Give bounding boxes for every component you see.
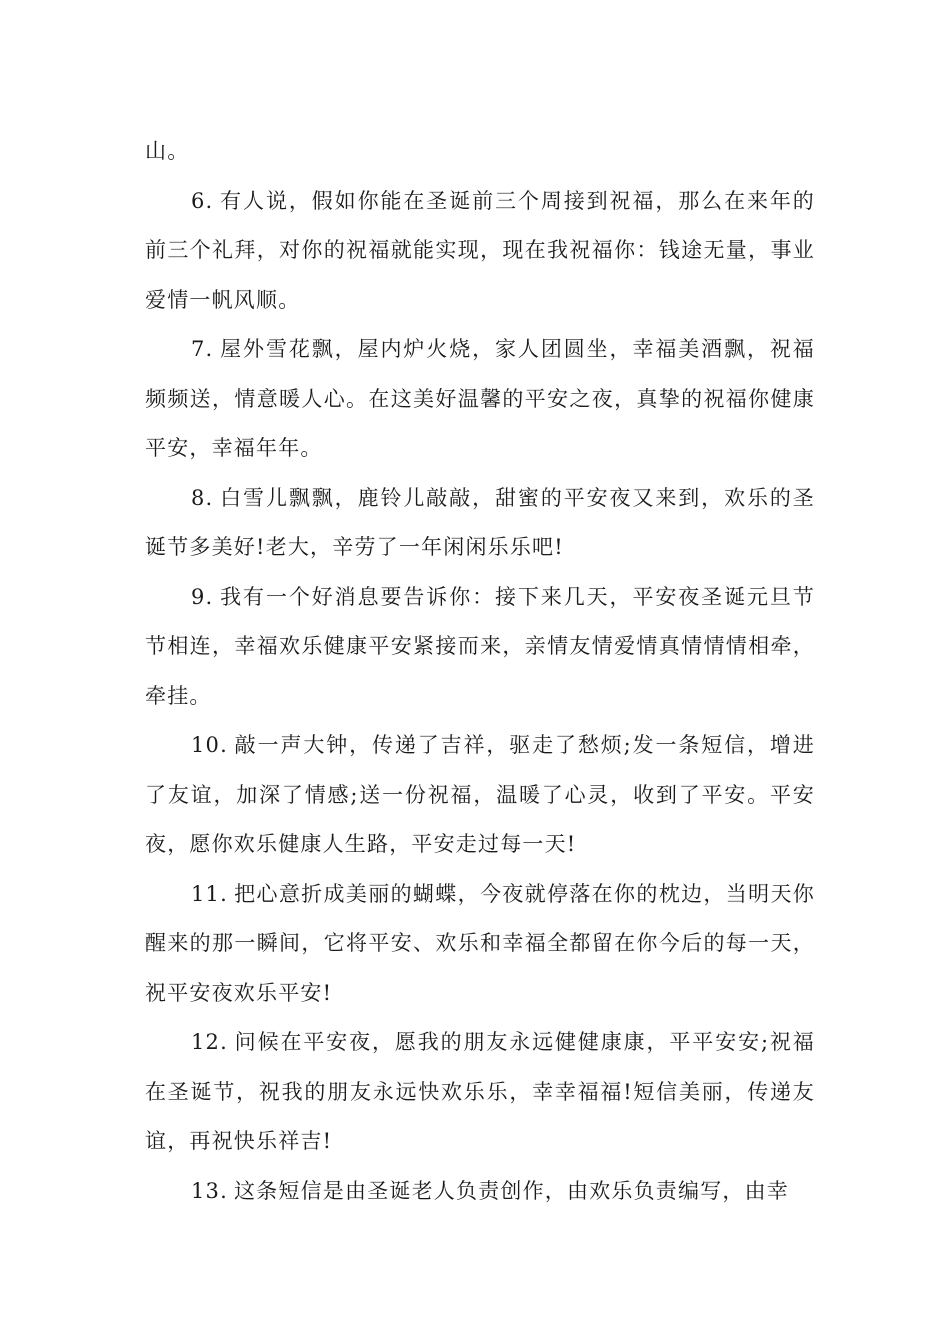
document-body — [145, 127, 815, 1216]
item-number: 11. — [191, 881, 228, 906]
item-number: 9. — [191, 584, 214, 609]
item-number: 8. — [191, 485, 214, 510]
paragraph-text: 问候在平安夜，愿我的朋友永远健健康康，平平安安;祝福在圣诞节，祝我的朋友永远快欢乐乐，幸幸福福!短信美丽，传递友谊，再祝快乐祥吉! — [145, 1030, 815, 1153]
paragraph-item — [145, 1018, 815, 1167]
paragraph-text: 白雪儿飘飘，鹿铃儿敲敲，甜蜜的平安夜又来到，欢乐的圣诞节多美好!老大，辛劳了一年闲闲乐乐吧! — [145, 485, 815, 559]
paragraph-item — [145, 721, 815, 870]
item-number: 12. — [191, 1030, 228, 1054]
item-number: 6. — [191, 188, 214, 213]
paragraph-text: 山。 — [145, 139, 190, 163]
paragraph-text: 敲一声大钟，传递了吉祥，驱走了愁烦;发一条短信，增进了友谊，加深了情感;送一份祝福，温暖了心灵，收到了平安。平安夜，愿你欢乐健康人生路，平安走过每一天! — [145, 733, 815, 856]
paragraph-text: 这条短信是由圣诞老人负责创作，由欢乐负责编写，由幸 — [234, 1178, 789, 1203]
paragraph-text: 我有一个好消息要告诉你：接下来几天，平安夜圣诞元旦节节相连，幸福欢乐健康平安紧接而来，亲情友情爱情真情情情相牵，牵挂。 — [145, 584, 815, 708]
paragraph-item — [145, 177, 815, 326]
paragraph-text: 把心意折成美丽的蝴蝶，今夜就停落在你的枕边，当明天你醒来的那一瞬间，它将平安、欢乐和幸福全都留在你今后的每一天，祝平安夜欢乐平安! — [145, 881, 815, 1005]
paragraph-continuation — [145, 127, 815, 177]
paragraph-text: 屋外雪花飘，屋内炉火烧，家人团圆坐，幸福美酒飘，祝福频频送，情意暖人心。在这美好温馨的平安之夜，真挚的祝福你健康平安，幸福年年。 — [145, 337, 815, 460]
item-number: 13. — [191, 1178, 228, 1203]
paragraph-item — [145, 474, 815, 573]
paragraph-text: 有人说，假如你能在圣诞前三个周接到祝福，那么在来年的前三个礼拜，对你的祝福就能实现，现在我祝福你：钱途无量，事业爱情一帆风顺。 — [145, 188, 815, 312]
paragraph-item — [145, 325, 815, 474]
paragraph-item — [145, 870, 815, 1019]
paragraph-item — [145, 573, 815, 722]
paragraph-item — [145, 1167, 815, 1217]
item-number: 10. — [191, 733, 228, 757]
item-number: 7. — [191, 337, 214, 361]
